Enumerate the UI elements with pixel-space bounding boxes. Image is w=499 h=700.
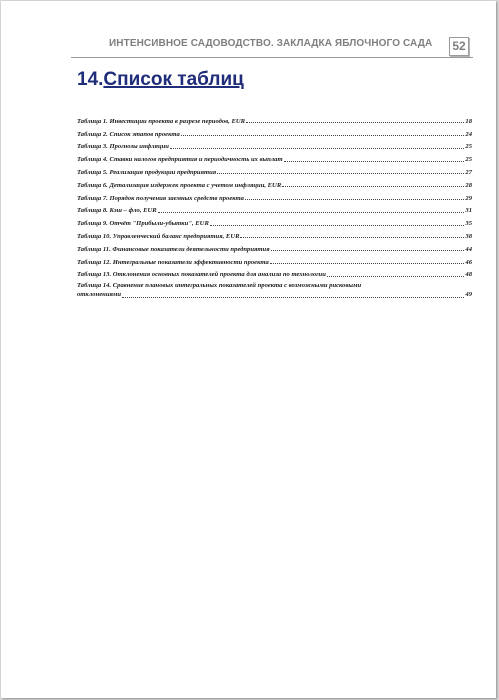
toc-entry-page: 29 — [465, 194, 472, 202]
toc-entry-label: Таблица 1. Инвестиции проекта в разрезе периодов, EUR — [77, 117, 246, 125]
toc-entry-page: 38 — [465, 232, 472, 240]
toc-entry-page: 48 — [465, 271, 472, 279]
toc-entry-label: Таблица 6. Детализация издержек проекта с учетом инфляции, EUR — [77, 181, 282, 189]
toc-entry[interactable] — [77, 163, 472, 176]
toc-entry-page: 44 — [465, 245, 472, 253]
toc-entry[interactable] — [77, 227, 472, 240]
toc-entry[interactable] — [77, 214, 472, 227]
toc-entry-label: Таблица 13. Отклонения основных показателей проекта для анализа по технологии — [77, 271, 326, 279]
toc-entry[interactable] — [77, 266, 472, 279]
toc-entry[interactable] — [77, 253, 472, 266]
toc-entry[interactable] — [77, 138, 472, 151]
toc-entry[interactable] — [77, 150, 472, 163]
toc-entry[interactable] — [77, 240, 472, 253]
toc-entry-line2 — [77, 290, 472, 299]
dot-leader — [181, 135, 465, 136]
toc-entry-page: 24 — [465, 130, 472, 138]
page-number: 52 — [449, 37, 469, 56]
document-page — [1, 1, 496, 698]
toc-entry-label: Таблица 9. Отчёт "Прибыли-убытки", EUR — [77, 220, 209, 228]
dot-leader — [246, 122, 464, 123]
dot-leader — [284, 161, 465, 162]
dot-leader — [217, 173, 464, 174]
toc-entry-label: Таблица 7. Порядок получения заемных средств проекта — [77, 194, 244, 202]
toc-entry-label: Таблица 11. Финансовые показатели деятельности предприятия — [77, 245, 270, 253]
toc-entry[interactable] — [77, 125, 472, 138]
dot-leader — [245, 199, 464, 200]
dot-leader — [170, 148, 464, 149]
section-number: 14. — [77, 69, 104, 90]
section-title[interactable]: Список таблиц — [103, 69, 244, 90]
toc-entry-page: 28 — [465, 181, 472, 189]
toc-entry-page: 35 — [465, 220, 472, 228]
toc-entry[interactable] — [77, 112, 472, 125]
dot-leader — [240, 237, 464, 238]
page-header — [71, 35, 473, 58]
toc-entry-label-continued: отклонениями — [77, 291, 122, 299]
toc-entry-label: Таблица 5. Реализация продукции предприятия — [77, 168, 217, 176]
toc-entry-label: Таблица 8. Кэш – фло, EUR — [77, 207, 157, 215]
toc-entry[interactable] — [77, 202, 472, 215]
toc-entry-page: 18 — [465, 117, 472, 125]
toc-entry-page: 31 — [465, 207, 472, 215]
dot-leader — [282, 186, 464, 187]
toc-entry-page: 27 — [465, 168, 472, 176]
dot-leader — [270, 263, 465, 264]
toc-entry-page: 25 — [465, 143, 472, 151]
section-heading — [77, 69, 244, 91]
dot-leader — [122, 297, 464, 298]
dot-leader — [158, 212, 465, 213]
toc-entry[interactable] — [77, 189, 472, 202]
toc-entry-label: Таблица 2. Список этапов проекта — [77, 130, 180, 138]
toc-entry-label: Таблица 3. Прогнозы инфляции — [77, 143, 169, 151]
toc-entry-label: Таблица 12. Интегральные показатели эффективности проекта — [77, 258, 269, 266]
table-list — [77, 112, 472, 299]
toc-entry-label: Таблица 4. Ставки налогов предприятия и периодичность их выплат — [77, 156, 283, 164]
toc-entry-page: 49 — [465, 291, 472, 299]
toc-entry[interactable] — [77, 176, 472, 189]
toc-entry-page: 46 — [465, 258, 472, 266]
toc-entry-label: Таблица 14. Сравнение плановых интегральных показателей проекта с возможными рисковыми — [77, 282, 362, 290]
dot-leader — [327, 276, 465, 277]
dot-leader — [210, 225, 465, 226]
dot-leader — [271, 250, 465, 251]
toc-entry[interactable] — [77, 278, 472, 299]
header-title: ИНТЕНСИВНОЕ САДОВОДСТВО. ЗАКЛАДКА ЯБЛОЧНОГО САДА — [109, 38, 433, 49]
toc-entry-label: Таблица 10. Управленческий баланс предприятия, EUR — [77, 232, 240, 240]
toc-entry-page: 25 — [465, 156, 472, 164]
